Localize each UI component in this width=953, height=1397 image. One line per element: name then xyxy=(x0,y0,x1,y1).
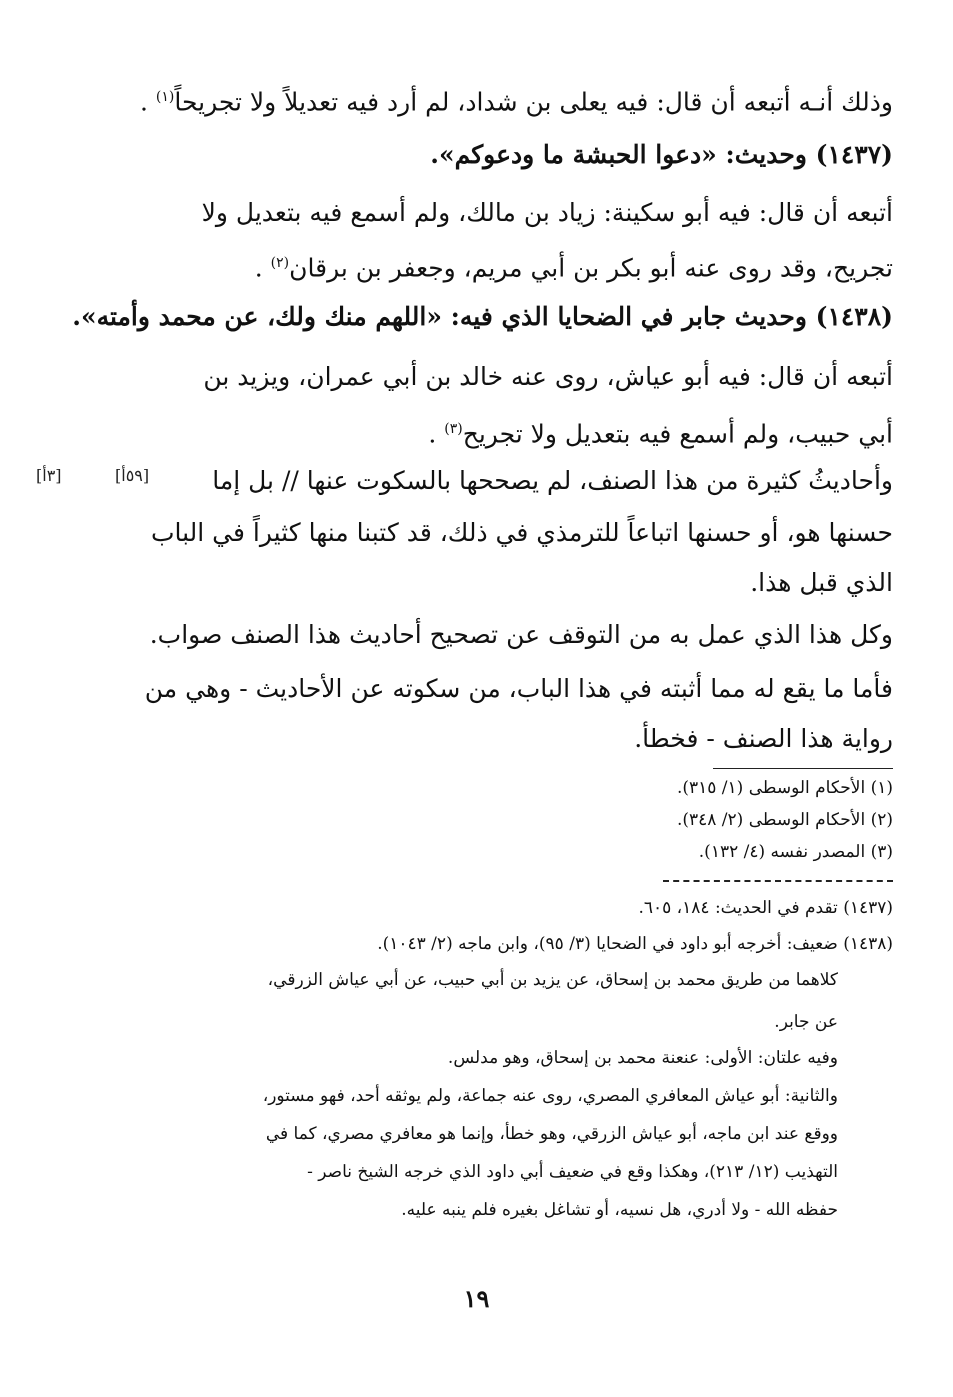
main-line-5: (١٤٣٨) وحديث جابر في الضحايا الذي فيه: «اللهم منك ولك، عن محمد وأمته». xyxy=(72,302,893,331)
main-line-7: أبي حبيب، ولم أسمع فيه بتعديل ولا تجريح$^{(٣)}$ . xyxy=(428,419,893,449)
commentary-line-3: كلاهما من طريق محمد بن إسحاق، عن يزيد بن أبي حبيب، عن أبي عياش الزرقي، xyxy=(267,970,838,990)
commentary-line-1: (١٤٣٧) تقدم في الحديث: ١٨٤، ٦٠٥. xyxy=(638,898,893,918)
main-line-12: فأما ما يقع له مما أثبته في هذا الباب، من سكوته عن الأحاديث - وهي من xyxy=(144,674,893,703)
margin-note-folio: [٥٩أ] xyxy=(115,466,150,485)
footnote-1: (١) الأحكام الوسطى (١/ ٣١٥). xyxy=(676,778,893,798)
footnote-2: (٢) الأحكام الوسطى (٢/ ٣٤٨). xyxy=(676,810,893,830)
commentary-line-8: التهذيب (١٢/ ٢١٣)، وهكذا وقع في ضعيف أبي داود الذي خرجه الشيخ ناصر - xyxy=(307,1162,838,1182)
footnote-marker-2: (٢) xyxy=(270,255,290,271)
footnote-marker-3: (٣) xyxy=(444,421,463,437)
main-line-6: أتبعه أن قال: فيه أبو عياش، روى عنه خالد بن أبي عمران، ويزيد بن xyxy=(203,362,893,391)
footnote-3: (٣) المصدر نفسه (٤/ ١٣٢). xyxy=(698,842,893,862)
commentary-line-9: حفظه الله - ولا أدري، هل نسيه، أو تشاغل بغيره فلم ينبه عليه. xyxy=(401,1200,838,1220)
main-line-1: وذلك أنـه أتبعه أن قال: فيه يعلى بن شداد، لم أرد فيه تعديلاً ولا تجريحاً$^{(١)}$ . xyxy=(139,87,893,117)
commentary-separator xyxy=(663,880,893,882)
margin-note-folio-2: [٣أ] xyxy=(36,466,62,485)
footnote-marker-1: (١) xyxy=(155,89,175,105)
commentary-line-4: عن جابر. xyxy=(774,1012,838,1032)
main-line-2: (١٤٣٧) وحديث: «دعوا الحبشة ما ودعوكم». xyxy=(430,140,893,169)
main-line-11: وكل هذا الذي عمل به من التوقف عن تصحيح أحاديث هذا الصنف صواب. xyxy=(149,620,893,649)
commentary-line-7: ووقع عند ابن ماجه، أبو عياش الزرقي، وهو خطأ، وإنما هو معافري مصري، كما في xyxy=(265,1124,838,1144)
main-line-9: حسنها هو، أو حسنها اتباعاً للترمذي في ذلك، قد كتبنا منها كثيراً في الباب xyxy=(150,518,893,547)
page-number: ١٩ xyxy=(463,1284,490,1313)
commentary-line-5: وفيه علتان: الأولى: عنعنة محمد بن إسحاق، وهو مدلس. xyxy=(447,1048,838,1068)
main-line-13: رواية هذا الصنف - فخطأ. xyxy=(634,724,893,753)
commentary-line-6: والثانية: أبو عياش المعافري المصري، روى عنه جماعة، ولم يوثقه أحد، فهو مستور، xyxy=(262,1086,838,1106)
main-line-4: تجريح، وقد روى عنه أبو بكر بن أبي مريم، وجعفر بن برقان$^{(٢)}$ . xyxy=(254,253,893,283)
commentary-line-2: (١٤٣٨) ضعيف: أخرجه أبو داود في الضحايا (٣/ ٩٥)، وابن ماجه (٢/ ١٠٤٣). xyxy=(377,934,893,954)
footnote-separator xyxy=(713,768,893,769)
main-line-3: أتبعه أن قال: فيه أبو سكينة: زياد بن مالك، ولم أسمع فيه بتعديل ولا xyxy=(201,198,893,227)
main-line-10: الذي قبل هذا. xyxy=(750,568,893,597)
main-line-8: وأحاديثُ كثيرة من هذا الصنف، لم يصححها بالسكوت عنها // بل إما xyxy=(212,466,893,495)
